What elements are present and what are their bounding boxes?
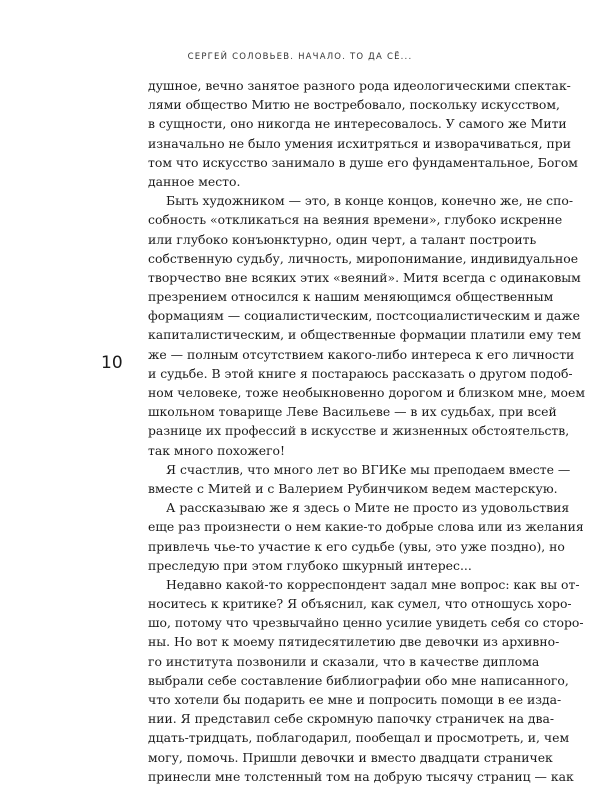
text-line: могу, помочь. Пришли девочки и вместо двадцати страничек	[148, 749, 553, 765]
text-line: и судьбе. В этой книге я постараюсь рассказать о другом подоб-	[148, 365, 573, 381]
text-line: выбрали себе составление библиографии обо мне написанного,	[148, 672, 569, 688]
text-line: в сущности, оно никогда не интересовалось. У самого же Мити	[148, 116, 567, 132]
text-line: формациям — социалистическим, постсоциалистическим и даже	[148, 308, 580, 324]
text-line: данное место.	[148, 173, 241, 189]
text-line: Я счастлив, что много лет во ВГИКе мы преподаем вместе —	[166, 461, 571, 477]
text-line: школьном товарище Леве Васильеве — в их судьбах, при всей	[148, 404, 557, 420]
text-line: разнице их профессий в искусстве и жизненных обстоятельств,	[148, 423, 570, 439]
text-line: вместе с Митей и с Валерием Рубинчиком ведем мастерскую.	[148, 480, 558, 496]
text-line: ны. Но вот к моему пятидесятилетию две девочки из архивно-	[148, 634, 560, 650]
text-line: изначально не было умения исхитряться и изворачиваться, при	[148, 135, 571, 151]
text-line: что хотели бы подарить ее мне и попросить помощи в ее изда-	[148, 692, 562, 707]
text-line: собность «откликаться на веяния времени», глубоко искренне	[148, 212, 563, 228]
paragraph	[148, 191, 585, 460]
text-line: нии. Я представил себе скромную папочку страничек на два-	[148, 711, 555, 727]
text-line: привлечь чье-то участие к его судьбе (увы, это уже поздно), но	[148, 538, 565, 554]
text-line: дцать-тридцать, поблагодарил, пообещал и просмотреть, и, чем	[148, 730, 570, 746]
text-line: го института позвонили и сказали, что в качестве диплома	[148, 653, 540, 669]
body-text	[148, 76, 585, 786]
running-header: СЕРГЕЙ СОЛОВЬЕВ. НАЧАЛО. ТО ДА СЁ...	[187, 52, 413, 62]
paragraph	[148, 76, 578, 191]
page-number: 10	[101, 353, 123, 373]
text-line: шо, потому что чрезвычайно ценно усилие увидеть себя со сторо-	[148, 615, 584, 631]
text-line: же — полным отсутствием какого-либо интереса к его личности	[148, 346, 575, 362]
text-line: творчество вне всяких этих «веяний». Митя всегда с одинаковым	[148, 269, 581, 285]
paragraph	[148, 460, 571, 498]
text-line: ном человеке, тоже необыкновенно дорогом и близком мне, моем	[148, 385, 585, 400]
text-line: собственную судьбу, личность, миропонимание, индивидуальное	[148, 250, 579, 266]
paragraph	[148, 575, 584, 786]
text-line: презрением относился к нашим меняющимся общественным	[148, 289, 554, 305]
text-line: носитесь к критике? Я объяснил, как сумел, что отношусь хоро-	[148, 596, 572, 612]
text-line: Быть художником — это, в конце концов, конечно же, не спо-	[166, 193, 574, 209]
text-line: принесли мне толстенный том на добрую тысячу страниц — как	[148, 768, 574, 784]
text-line: еще раз произнести о нем какие-то добрые слова или из желания	[148, 519, 584, 535]
text-line: лями общество Митю не востребовало, поскольку искусством,	[148, 97, 560, 113]
text-line: том что искусство занимало в душе его фундаментальное, Богом	[148, 154, 578, 170]
paragraph	[148, 498, 584, 575]
text-line: или глубоко конъюнктурно, один черт, а талант построить	[148, 231, 537, 247]
text-line: преследую при этом глубоко шкурный интерес...	[148, 557, 472, 573]
text-line: душное, вечно занятое разного рода идеологическими спектак-	[148, 78, 571, 93]
text-line: А рассказываю же я здесь о Мите не просто из удовольствия	[166, 500, 570, 516]
text-line: так много похожего!	[148, 442, 285, 458]
text-line: капиталистическим, и общественные формации платили ему тем	[148, 327, 582, 343]
text-line: Недавно какой-то корреспондент задал мне вопрос: как вы от-	[166, 576, 580, 592]
